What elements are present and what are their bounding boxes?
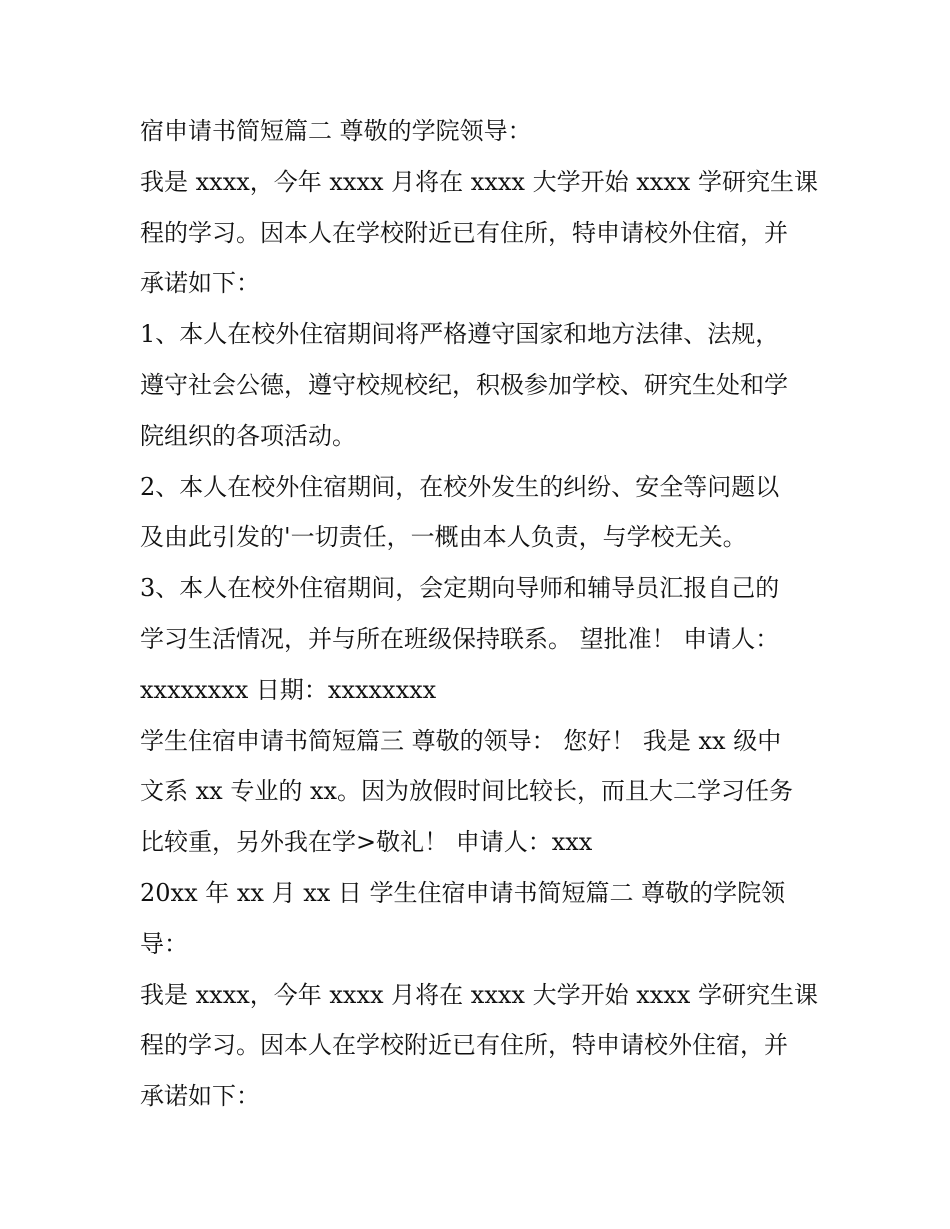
text-line: 学生住宿申请书简短篇三 尊敬的领导： 您好！ 我是 xx 级中 bbox=[140, 726, 782, 755]
text-line: 我是 xxxx，今年 xxxx 月将在 xxxx 大学开始 xxxx 学研究生课 bbox=[140, 980, 818, 1009]
text-line: 学习生活情况，并与所在班级保持联系。 望批准！ 申请人： bbox=[140, 624, 780, 653]
text-line: 及由此引发的'一切责任，一概由本人负责，与学校无关。 bbox=[140, 523, 747, 552]
text-line: 承诺如下： bbox=[140, 1082, 260, 1111]
text-line: 程的学习。因本人在学校附近已有住所，特申请校外住宿，并 bbox=[140, 1031, 788, 1060]
text-line: 程的学习。因本人在学校附近已有住所，特申请校外住宿，并 bbox=[140, 218, 788, 247]
text-line: 导： bbox=[140, 929, 188, 958]
text-line: 1、本人在校外住宿期间将严格遵守国家和地方法律、法规， bbox=[140, 320, 780, 349]
text-line: 2、本人在校外住宿期间，在校外发生的纠纷、安全等问题以 bbox=[140, 472, 780, 501]
text-line: xxxxxxxx 日期：xxxxxxxx bbox=[140, 675, 437, 704]
document-body bbox=[140, 106, 820, 1122]
text-line: 遵守社会公德，遵守校规校纪，积极参加学校、研究生处和学 bbox=[140, 370, 788, 399]
text-line: 比较重，另外我在学>敬礼！ 申请人：xxx bbox=[140, 828, 593, 857]
text-line: 我是 xxxx，今年 xxxx 月将在 xxxx 大学开始 xxxx 学研究生课 bbox=[140, 167, 818, 196]
text-line: 院组织的各项活动。 bbox=[140, 421, 356, 450]
text-line: 3、本人在校外住宿期间，会定期向导师和辅导员汇报自己的 bbox=[140, 574, 780, 603]
text-line: 20xx 年 xx 月 xx 日 学生住宿申请书简短篇二 尊敬的学院领 bbox=[140, 878, 786, 907]
text-line: 文系 xx 专业的 xx。因为放假时间比较长，而且大二学习任务 bbox=[140, 777, 794, 806]
text-line: 承诺如下： bbox=[140, 269, 260, 298]
text-line: 宿申请书简短篇二 尊敬的学院领导： bbox=[140, 117, 532, 145]
